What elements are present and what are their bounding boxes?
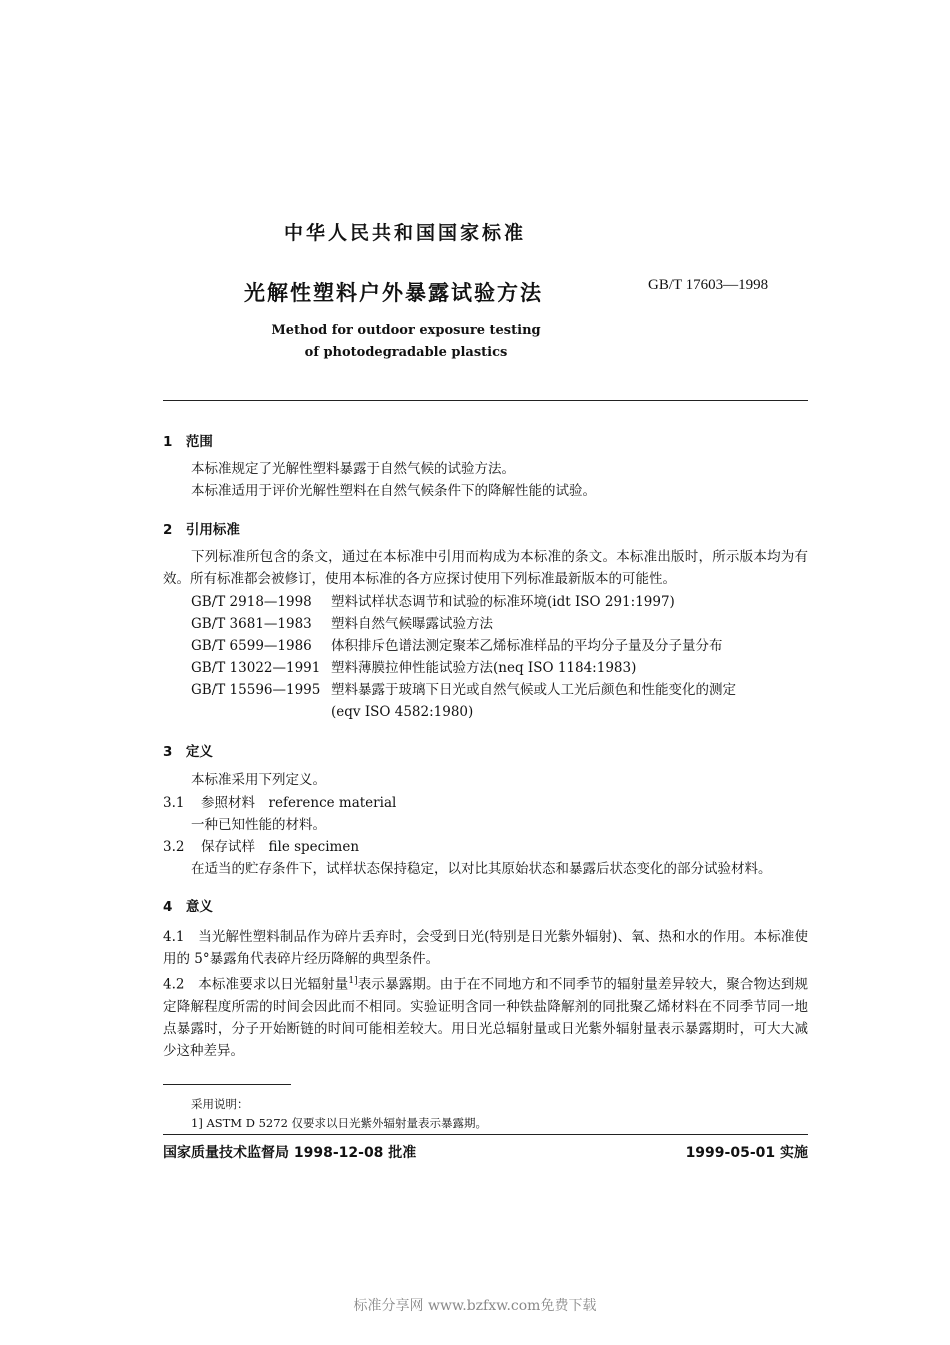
footnote-divider <box>163 1084 291 1085</box>
reference-title: 塑料薄膜拉伸性能试验方法(neq ISO 1184:1983) <box>331 660 637 676</box>
reference-code: GB/T 6599—1986 <box>191 638 312 654</box>
definition-3-1-term: 参照材料 reference material <box>201 795 397 811</box>
normative-references-list <box>191 591 736 723</box>
implementation-date: 1999-05-01 实施 <box>685 1145 808 1161</box>
reference-row <box>191 635 736 657</box>
document-title-cn: 光解性塑料户外暴露试验方法 <box>244 281 543 305</box>
section-2-intro: 下列标准所包含的条文，通过在本标准中引用而构成为本标准的条文。本标准出版时，所示版本均为有效。所有标准都会被修订，使用本标准的各方应探讨使用下列标准最新版本的可能性。 <box>163 549 808 587</box>
reference-row <box>191 613 736 635</box>
watermark-text: 标准分享网 www.bzfxw.com免费下载 <box>353 1298 597 1314</box>
section-1-heading: 1 范围 <box>163 434 213 450</box>
reference-row <box>191 657 736 679</box>
title-en-line-2: of photodegradable plastics <box>304 345 508 360</box>
reference-title: 塑料试样状态调节和试验的标准环境(idt ISO 291:1997) <box>331 594 675 610</box>
document-title-en <box>0 320 812 364</box>
reference-code: GB/T 15596—1995 <box>191 682 321 698</box>
section-1-paragraph-1: 本标准规定了光解性塑料暴露于自然气候的试验方法。 <box>191 461 515 477</box>
definition-3-1-text: 一种已知性能的材料。 <box>191 817 326 833</box>
definition-3-1-number: 3.1 <box>163 795 185 811</box>
reference-title-continuation: (eqv ISO 4582:1980) <box>331 704 474 720</box>
section-2-heading: 2 引用标准 <box>163 522 240 538</box>
reference-row <box>191 679 736 701</box>
clause-4-2 <box>163 970 808 1062</box>
title-en-line-1: Method for outdoor exposure testing <box>271 323 541 338</box>
standard-number: GB/T 17603—1998 <box>648 277 769 293</box>
footnote-label: 采用说明： <box>191 1097 249 1111</box>
section-1-paragraph-2: 本标准适用于评价光解性塑料在自然气候条件下的降解性能的试验。 <box>191 483 596 499</box>
clause-4-1: 4.1 当光解性塑料制品作为碎片丢弃时，会受到日光(特别是日光紫外辐射)、氧、热和水的作用。本标准使用的 5°暴露角代表碎片经历降解的典型条件。 <box>163 929 808 967</box>
reference-code: GB/T 3681—1983 <box>191 616 312 632</box>
clause-4-2-text-end: 表示暴露期。由于在不同地方和不同季节的辐射量差异较大，聚合物达到规定降解程度所需的时间会因此而不相同。实验证明含同一种铁盐降解剂的同批聚乙烯材料在不同季节同一地点暴露时，分子开始断链的时间可能相差较大。用日光总辐射量或日光紫外辐射量表示暴露期时，可大大减少这种差异。 <box>163 976 808 1059</box>
reference-code: GB/T 2918—1998 <box>191 594 312 610</box>
reference-title: 塑料暴露于玻璃下日光或自然气候或人工光后颜色和性能变化的测定 <box>331 682 736 698</box>
reference-title: 塑料自然气候曝露试验方法 <box>331 616 493 632</box>
national-standard-header: 中华人民共和国国家标准 <box>283 222 526 244</box>
header-divider <box>163 400 808 401</box>
section-3-intro: 本标准采用下列定义。 <box>191 772 326 788</box>
reference-row <box>191 701 736 723</box>
clause-4-2-text-start: 4.2 本标准要求以日光辐射量 <box>163 976 349 993</box>
section-4-heading: 4 意义 <box>163 899 213 915</box>
reference-title: 体积排斥色谱法测定聚苯乙烯标准样品的平均分子量及分子量分布 <box>331 638 723 654</box>
definition-3-2-number: 3.2 <box>163 839 185 855</box>
footnote-text: 1] ASTM D 5272 仅要求以日光紫外辐射量表示暴露期。 <box>191 1116 488 1130</box>
approval-date: 国家质量技术监督局 1998-12-08 批准 <box>163 1145 417 1161</box>
reference-row <box>191 591 736 613</box>
definition-3-2-text: 在适当的贮存条件下，试样状态保持稳定，以对比其原始状态和暴露后状态变化的部分试验材料。 <box>191 861 772 877</box>
footnote-ref: 1] <box>348 976 358 986</box>
reference-code: GB/T 13022—1991 <box>191 660 321 676</box>
definition-3-2-term: 保存试样 file specimen <box>201 839 360 855</box>
section-3-heading: 3 定义 <box>163 744 213 760</box>
footer-divider <box>163 1134 808 1135</box>
